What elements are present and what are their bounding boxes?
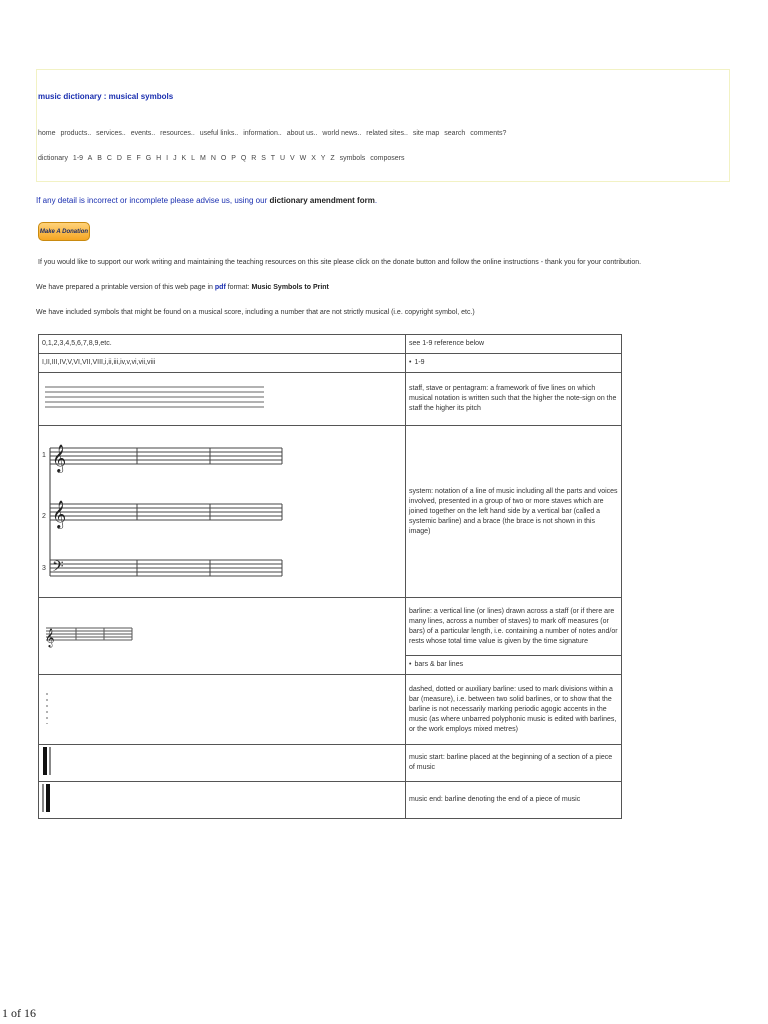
description-cell: music start: barline placed at the beginning of a section of a piece of music [406,745,622,782]
index-b[interactable]: B [97,155,102,162]
nav-site-map[interactable]: site map [412,130,440,137]
index-z[interactable]: Z [330,155,335,162]
index-d[interactable]: D [116,155,122,162]
index-e[interactable]: E [126,155,132,162]
nav-world-news[interactable]: world news.. [322,130,362,137]
nav-home[interactable]: home [38,130,56,137]
symbol-cell: I,II,III,IV,V,VI,VII,VIII,i,ii,iii,iv,v,vi,vii,viii [39,354,406,373]
amendment-form-link[interactable]: dictionary amendment form [269,196,375,205]
barline-image [42,616,142,652]
index-w[interactable]: W [299,155,307,162]
amendment-notice [36,196,377,205]
index-x[interactable]: X [311,155,316,162]
index-q[interactable]: Q [240,155,247,162]
nav-useful-links[interactable]: useful links.. [199,130,239,137]
table-row [39,782,622,819]
amendment-text: If any detail is incorrect or incomplete please advise us, using our [36,196,268,205]
header-box [36,69,730,182]
system-image [42,430,302,590]
description-cell [406,656,622,675]
table-row [39,675,622,745]
support-text: If you would like to support our work writing and maintaining the teaching resources on this site please click on the donate button and follow the online instructions - thank you for your contribution. [38,259,642,266]
staff-number: 3 [42,564,46,572]
start-barline-image [42,747,62,775]
table-row [39,335,622,354]
index-u[interactable]: U [280,155,286,162]
end-barline-image-cell [39,782,406,819]
dictionary-index [38,155,407,162]
staff-image-cell [39,373,406,426]
amendment-end: . [374,196,378,205]
index-i[interactable]: I [166,155,169,162]
symbol-cell: 0,1,2,3,4,5,6,7,8,9,etc. [39,335,406,354]
index-r[interactable]: R [251,155,257,162]
bullet-icon: • [409,359,412,366]
printable-notice [36,284,329,291]
table-row [39,373,622,426]
description-cell [406,354,622,373]
description-cell: barline: a vertical line (or lines) drawn across a staff (or if there are many lines, across a number of staves) to mark off measures (or bars) of a particular length, i.e. containing a number of notes and/or rests whose total time value is given by the time signature [406,598,622,656]
printable-format: format: [227,284,250,291]
nav-resources[interactable]: resources.. [160,130,195,137]
staff-number: 1 [42,451,46,459]
printable-text: We have prepared a printable version of this web page in [36,284,213,291]
index-m[interactable]: M [200,155,206,162]
nav-information[interactable]: information.. [243,130,282,137]
description-cell: music end: barline denoting the end of a piece of music [406,782,622,819]
description-cell: system: notation of a line of music including all the parts and voices involved, presented in a group of two or more staves which are joined together on the left hand side by a vertical bar (called a systemic barline) and a brace (the brace is not shown in this image) [406,426,622,598]
index-l[interactable]: L [191,155,196,162]
index-s[interactable]: S [261,155,266,162]
description-cell: see 1-9 reference below [406,335,622,354]
nav-events[interactable]: events.. [130,130,156,137]
nav-related-sites[interactable]: related sites.. [366,130,408,137]
index-v[interactable]: V [290,155,295,162]
index-g[interactable]: G [145,155,152,162]
table-row [39,598,622,656]
index-t[interactable]: T [270,155,276,162]
system-image-cell [39,426,406,598]
nav-services[interactable]: services.. [96,130,126,137]
dashed-barline-image [42,688,62,728]
bullet-icon: • [409,661,412,668]
end-barline-image [42,784,62,812]
table-row [39,426,622,598]
treble-clef-icon: 𝄞 [45,630,55,647]
staff-image [42,382,282,412]
treble-clef-icon: 𝄞 [52,444,67,472]
dictionary-label: dictionary [38,155,68,162]
index-1-9[interactable]: 1-9 [72,155,84,162]
numerals-link[interactable]: 1-9 [414,359,425,366]
intro-text: We have included symbols that might be found on a musical score, including a number that are not strictly musical (i.e. copyright symbol, etc.) [36,309,475,316]
index-h[interactable]: H [156,155,162,162]
barline-image-cell [39,598,406,675]
page-number: 1 of 16 [2,1006,36,1020]
page-title[interactable]: music dictionary : musical symbols [38,92,174,101]
index-f[interactable]: F [136,155,141,162]
index-c[interactable]: C [106,155,112,162]
table-row [39,745,622,782]
table-row [39,354,622,373]
index-symbols[interactable]: symbols [339,155,366,162]
nav-about-us[interactable]: about us.. [286,130,318,137]
index-composers[interactable]: composers [370,155,405,162]
index-y[interactable]: Y [320,155,326,162]
main-nav [38,130,509,137]
nav-products[interactable]: products.. [60,130,92,137]
description-cell: staff, stave or pentagram: a framework of five lines on which musical notation is written such that the higher the note-sign on the staff the higher its pitch [406,373,622,426]
description-cell: dashed, dotted or auxiliary barline: used to mark divisions within a bar (measure), i.e. between two solid barlines, or to show that the barline is not necessarily marking periodic agogic accents in the music (as where unbarred polyphonic music is edited with barlines, or the work employs mixed metres) [406,675,622,745]
symbols-table [38,334,622,819]
music-symbols-print-link[interactable]: Music Symbols to Print [251,284,329,291]
pdf-link[interactable]: pdf [214,284,226,291]
bars-link[interactable]: bars & bar lines [414,661,464,668]
index-o[interactable]: O [220,155,227,162]
dashed-barline-image-cell [39,675,406,745]
donate-button[interactable]: Make A Donation [38,222,90,241]
start-barline-image-cell [39,745,406,782]
index-a[interactable]: A [87,155,93,162]
index-j[interactable]: J [173,155,177,162]
bass-clef-icon: 𝄢 [52,557,64,578]
staff-number: 2 [42,512,46,520]
index-n[interactable]: N [210,155,216,162]
nav-comments[interactable]: comments? [470,130,507,137]
index-p[interactable]: P [231,155,236,162]
nav-search[interactable]: search [444,130,466,137]
index-k[interactable]: K [181,155,187,162]
treble-clef-icon: 𝄞 [52,500,67,528]
